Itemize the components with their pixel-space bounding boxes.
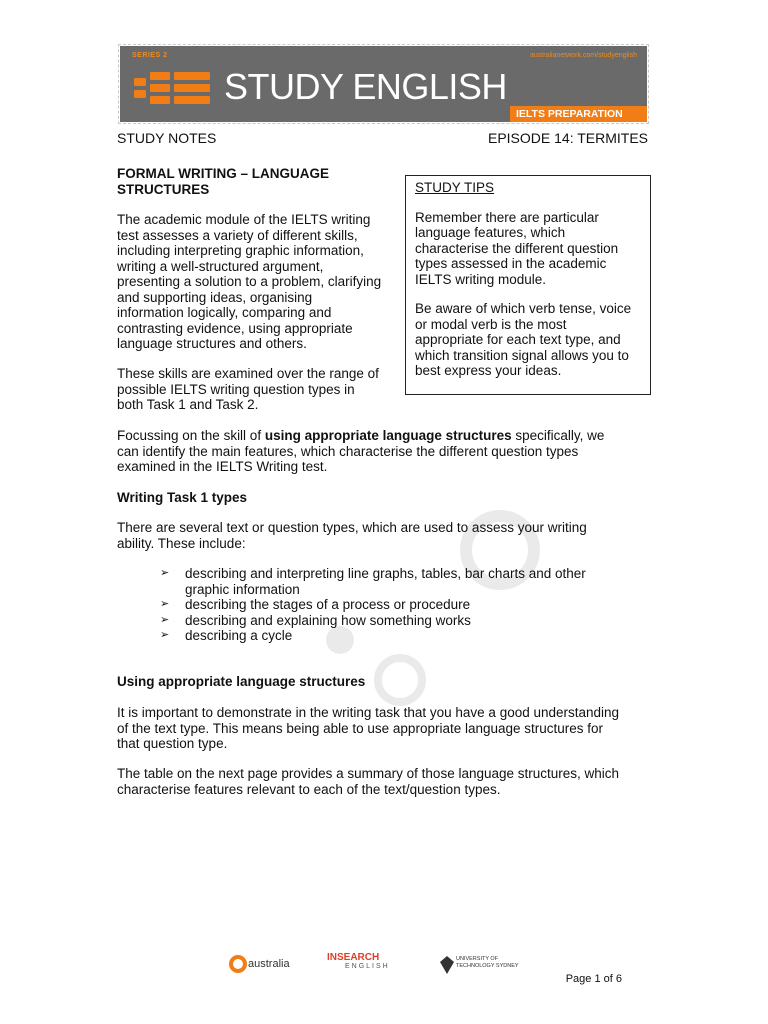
study-notes-label: STUDY NOTES (117, 130, 217, 146)
task1-bullet-list (160, 566, 630, 644)
brand-blocks-icon (134, 72, 214, 108)
focus-text-post: specifically, we (511, 428, 605, 443)
arrow-bullet-icon: ➢ (160, 598, 170, 610)
text-line: can identify the main features, which characterise the different question types (117, 443, 579, 459)
section-heading (117, 166, 329, 198)
text-line: ability. These include: (117, 535, 246, 551)
page-number: Page 1 of 6 (565, 973, 622, 985)
section-heading-line2: STRUCTURES (117, 182, 210, 197)
brand-title (224, 66, 507, 108)
study-tips-box (405, 175, 651, 395)
structures-paragraph-2 (117, 766, 619, 797)
study-english-banner (120, 46, 647, 122)
brand-english: ENGLISH (352, 66, 507, 107)
list-item (160, 613, 630, 629)
list-item (160, 597, 630, 613)
text-line: test assesses a variety of different skills, (117, 227, 358, 243)
uts-line1: UNIVERSITY OF (456, 956, 499, 962)
structures-heading: Using appropriate language structures (117, 674, 366, 689)
text-line: Be aware of which verb tense, voice (415, 301, 632, 316)
text-line: Remember there are particular (415, 209, 599, 225)
tips-paragraph-2 (415, 301, 641, 379)
text-line: including interpreting graphic information, (117, 243, 364, 258)
study-tips-title: STUDY TIPS (415, 180, 495, 195)
bullet-text-line1: describing and explaining how something works (185, 612, 471, 628)
bullet-text-line1: describing the stages of a process or procedure (185, 597, 471, 612)
arrow-bullet-icon: ➢ (160, 629, 170, 641)
insearch-english-logo (327, 952, 390, 970)
arrow-bullet-icon: ➢ (160, 567, 170, 579)
text-line: possible IELTS writing question types in (117, 381, 355, 397)
text-line: characterise features relevant to each of the text/question types. (117, 781, 501, 797)
text-line: or modal verb is the most (415, 316, 567, 332)
structures-paragraph-1 (117, 705, 619, 752)
series-label: SERIES 2 (132, 52, 168, 59)
uts-crest-icon (440, 956, 454, 974)
text-line: contrasting evidence, using appropriate (117, 320, 353, 336)
list-item (160, 566, 630, 597)
bullet-text-line2: graphic information (185, 581, 300, 597)
text-line (117, 428, 637, 444)
text-line: It is important to demonstrate in the writing task that you have a good understanding (117, 705, 620, 720)
text-line: The table on the next page provides a summary of those language structures, which (117, 766, 620, 781)
text-line: language features, which (415, 225, 566, 240)
section-heading-line1: FORMAL WRITING – LANGUAGE (117, 166, 329, 181)
text-line: types assessed in the academic (415, 256, 607, 271)
focus-text-pre: Focussing on the skill of (117, 428, 265, 443)
insearch-text: INSEARCH (327, 952, 380, 963)
text-line: language structures and others. (117, 336, 307, 351)
text-line: appropriate for each text type, and (415, 332, 621, 347)
text-line: of the text type. This means being able to use appropriate language structures for (117, 720, 604, 736)
text-line: that question type. (117, 736, 228, 751)
intro-paragraph (117, 212, 381, 352)
text-line: best express your ideas. (415, 363, 562, 378)
text-line: both Task 1 and Task 2. (117, 397, 259, 412)
bullet-text-line1: describing and interpreting line graphs, tables, bar charts and other (185, 566, 586, 581)
uts-logo-text (456, 956, 519, 970)
arrow-bullet-icon: ➢ (160, 613, 170, 626)
task1-heading: Writing Task 1 types (117, 490, 248, 505)
text-line: presenting a solution to a problem, clarifying (117, 274, 382, 289)
text-line: examined in the IELTS Writing test. (117, 459, 328, 474)
focus-text-bold: using appropriate language structures (264, 428, 512, 443)
text-line: which transition signal allows you to (415, 347, 629, 363)
text-line: information logically, comparing and (117, 305, 332, 320)
uts-line2: TECHNOLOGY SYDNEY (456, 963, 519, 969)
text-line: These skills are examined over the range of (117, 366, 379, 381)
text-line: There are several text or question types, which are used to assess your writing (117, 520, 587, 535)
skills-paragraph (117, 366, 379, 413)
list-item (160, 628, 630, 644)
text-line: and supporting ideas, organising (117, 289, 313, 305)
ielts-preparation-tag: IELTS PREPARATION (510, 106, 647, 122)
episode-label: EPISODE 14: TERMITES (487, 130, 648, 146)
australia-logo-text: australia (248, 958, 290, 970)
text-line: writing a well-structured argument, (117, 258, 324, 274)
brand-study: STUDY (224, 66, 343, 107)
english-text: ENGLISH (345, 963, 390, 970)
text-line: IELTS writing module. (415, 271, 547, 287)
tips-paragraph-1 (415, 210, 641, 288)
text-line: The academic module of the IELTS writing (117, 212, 371, 227)
bullet-text-line1: describing a cycle (185, 628, 293, 643)
focus-paragraph (117, 428, 637, 475)
task1-intro (117, 520, 587, 551)
text-line: characterise the different question (415, 240, 619, 256)
banner-url: australianetwork.com/studyenglish (530, 52, 637, 59)
